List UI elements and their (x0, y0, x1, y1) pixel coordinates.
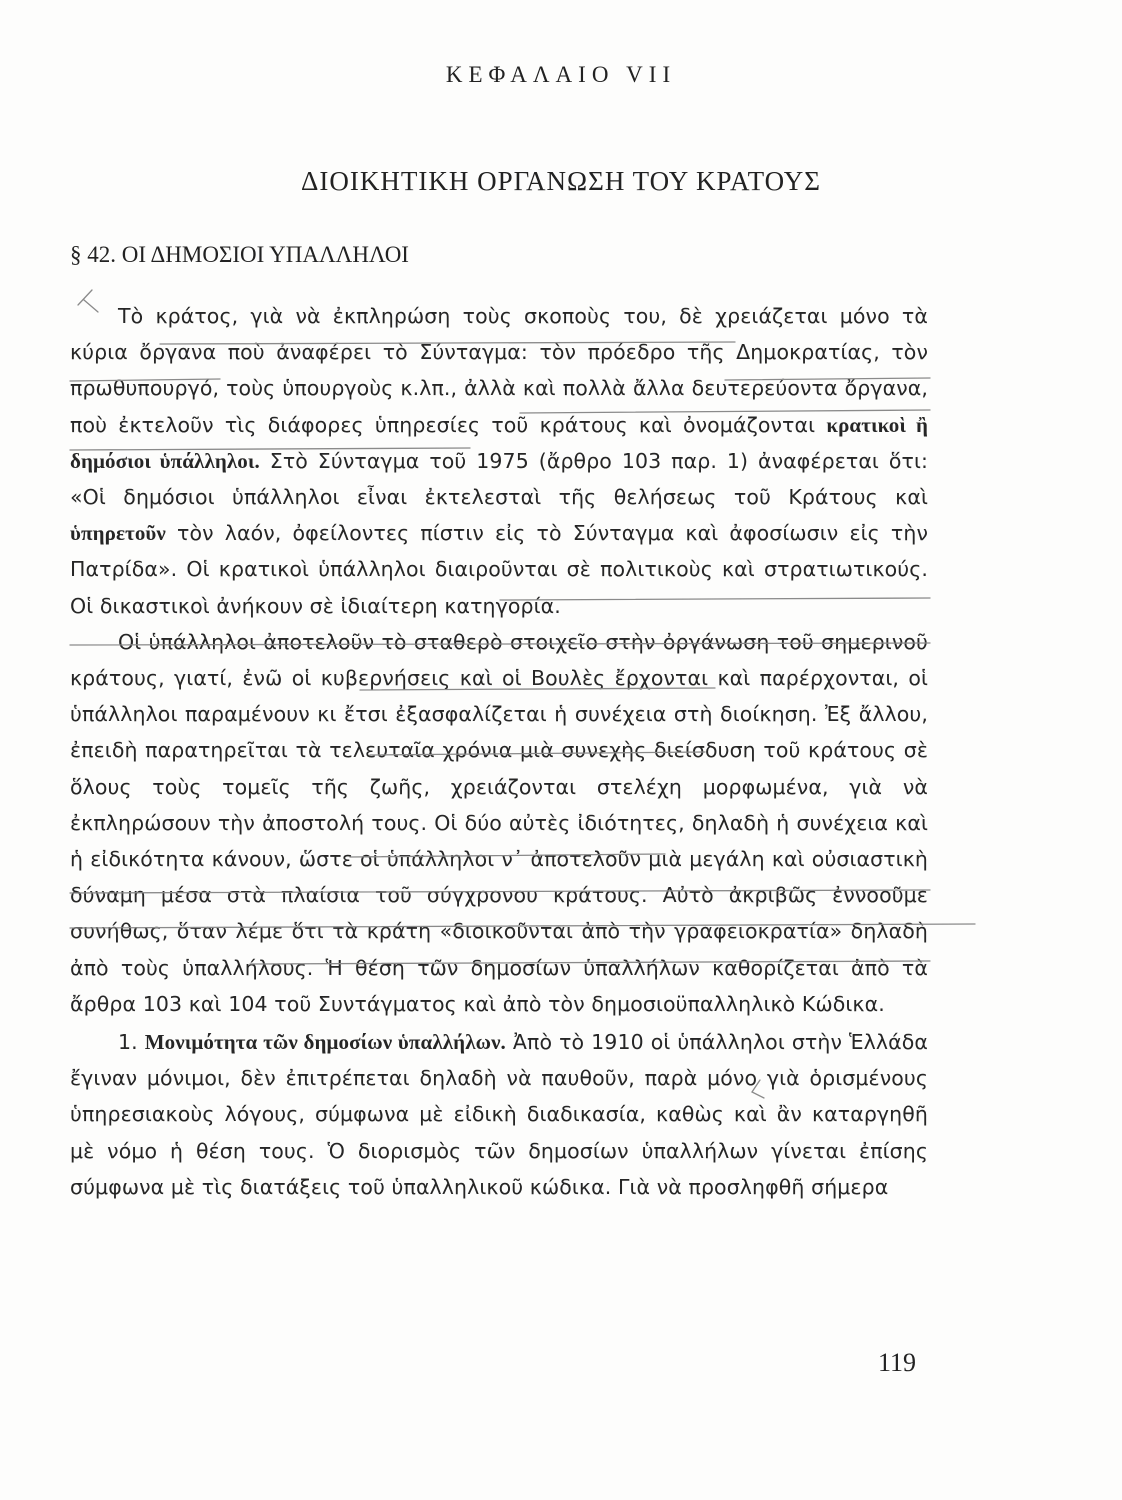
paragraph-1 (70, 298, 928, 624)
paragraph-1-text-a: Τὸ κράτος, γιὰ νὰ ἐκπληρώση τοὺς σκοποὺς του, δὲ χρειάζεται μόνο τὰ κύρια ὄργανα ποὺ ἀναφέρει τὸ Σύνταγμα: τὸν πρόεδρο τῆς Δημοκρατίας, τὸν πρωθυπουργό, τοὺς ὑπουργοὺς κ.λπ., ἀλλὰ καὶ πολλὰ ἄλλα δευτερεύοντα ὄργανα, ποὺ ἐκτελοῦν τὶς διάφορες ὑπηρεσίες τοῦ κράτους καὶ ὀνομάζονται (70, 304, 928, 437)
body-text (70, 298, 928, 1205)
paragraph-3-text: Ἀπὸ τὸ 1910 οἱ ὑπάλληλοι στὴν Ἑλλάδα ἔγιναν μόνιμοι, δὲν ἐπιτρέπεται δηλαδὴ νὰ παυθοῦν, παρὰ μόνο γιὰ ὁρισμένους ὑπηρεσιακοὺς λόγους, σύμφωνα μὲ εἰδικὴ διαδικασία, καθὼς καὶ ἂν καταργηθῆ μὲ νόμο ἡ θέση τους. Ὁ διορισμὸς τῶν δημοσίων ὑπαλλήλων γίνεται ἐπίσης σύμφωνα μὲ τὶς διατάξεις τοῦ ὑπαλληλικοῦ κώδικα. Γιὰ νὰ προσληφθῆ σήμερα (70, 1030, 929, 1199)
paragraph-1-text-c: Στὸ Σύνταγμα τοῦ 1975 (ἄρθρο 103 παρ. 1) ἀναφέρεται ὅτι: «Οἱ δημόσιοι ὑπάλληλοι εἶναι ἐκτελεσταὶ τῆς θελήσεως τοῦ Κράτους καὶ (70, 448, 928, 510)
paragraph-3-heading: Μονιμότητα τῶν δημοσίων ὑπαλλήλων. (144, 1030, 506, 1055)
paragraph-2: Οἱ ὑπάλληλοι ἀποτελοῦν τὸ σταθερὸ στοιχεῖο στὴν ὀργάνωση τοῦ σημερινοῦ κράτους, γιατί, ἐνῶ οἱ κυβερνήσεις καὶ οἱ Βουλὲς ἔρχονται καὶ παρέρχονται, οἱ ὑπάλληλοι παραμένουν κι ἔτσι ἐξασφαλίζεται ἡ συνέχεια στὴ διοίκηση. Ἐξ ἄλλου, ἐπειδὴ παρατηρεῖται τὰ τελευταῖα χρόνια μιὰ συνεχὴς διείσδυση τοῦ κράτους σὲ ὅλους τοὺς τομεῖς τῆς ζωῆς, χρειάζονται στελέχη μορφωμένα, γιὰ νὰ ἐκπληρώσουν τὴν ἀποστολή τους. Οἱ δύο αὐτὲς ἰδιότητες, δηλαδὴ ἡ συνέχεια καὶ ἡ εἰδικότητα κάνουν, ὥστε οἱ ὑπάλληλοι ν᾿ ἀποτελοῦν μιὰ μεγάλη καὶ οὐσιαστικὴ δύναμη μέσα στὰ πλαίσια τοῦ σύγχρονου κράτους. Αὐτὸ ἀκριβῶς ἐννοοῦμε συνήθως, ὅταν λέμε ὅτι τὰ κράτη «διοικοῦνται ἀπὸ τὴν γραφειοκρατία» δηλαδὴ ἀπὸ τοὺς ὑπαλλήλους. Ἡ θέση τῶν δημοσίων ὑπαλλήλων καθορίζεται ἀπὸ τὰ ἄρθρα 103 καὶ 104 τοῦ Συντάγματος καὶ ἀπὸ τὸν δημοσιοϋπαλληλικὸ Κώδικα. (70, 629, 928, 1016)
paragraph-1-bold-term: κρατικοὶ ἢ δημόσιοι ὑπάλληλοι. (70, 412, 928, 473)
chapter-title: ΔΙΟΙΚΗΤΙΚΗ ΟΡΓΑΝΩΣΗ ΤΟΥ ΚΡΑΤΟΥΣ (301, 166, 821, 196)
paragraph-1-bold-verb: ὑπηρετοῦν (70, 521, 166, 546)
section-heading: § 42. ΟΙ ΔΗΜΟΣΙΟΙ ΥΠΑΛΛΗΛΟΙ (70, 242, 409, 267)
paragraph-1-text-e: τὸν λαόν, ὀφείλοντες πίστιν εἰς τὸ Σύνταγμα καὶ ἀφοσίωσιν εἰς τὴν Πατρίδα». Οἱ κρατικοὶ ὑπάλληλοι διαιροῦνται σὲ πολιτικοὺς καὶ στρατιωτικούς. Οἱ δικαστικοὶ ἀνήκουν σὲ ἰδιαίτερη κατηγορία. (70, 521, 928, 618)
paragraph-3-number: 1. (118, 1030, 145, 1055)
paragraph-3 (70, 1024, 928, 1205)
page-number: 119 (878, 1348, 917, 1377)
chapter-heading: ΚΕΦΑΛΑΙΟ VII (445, 62, 677, 87)
